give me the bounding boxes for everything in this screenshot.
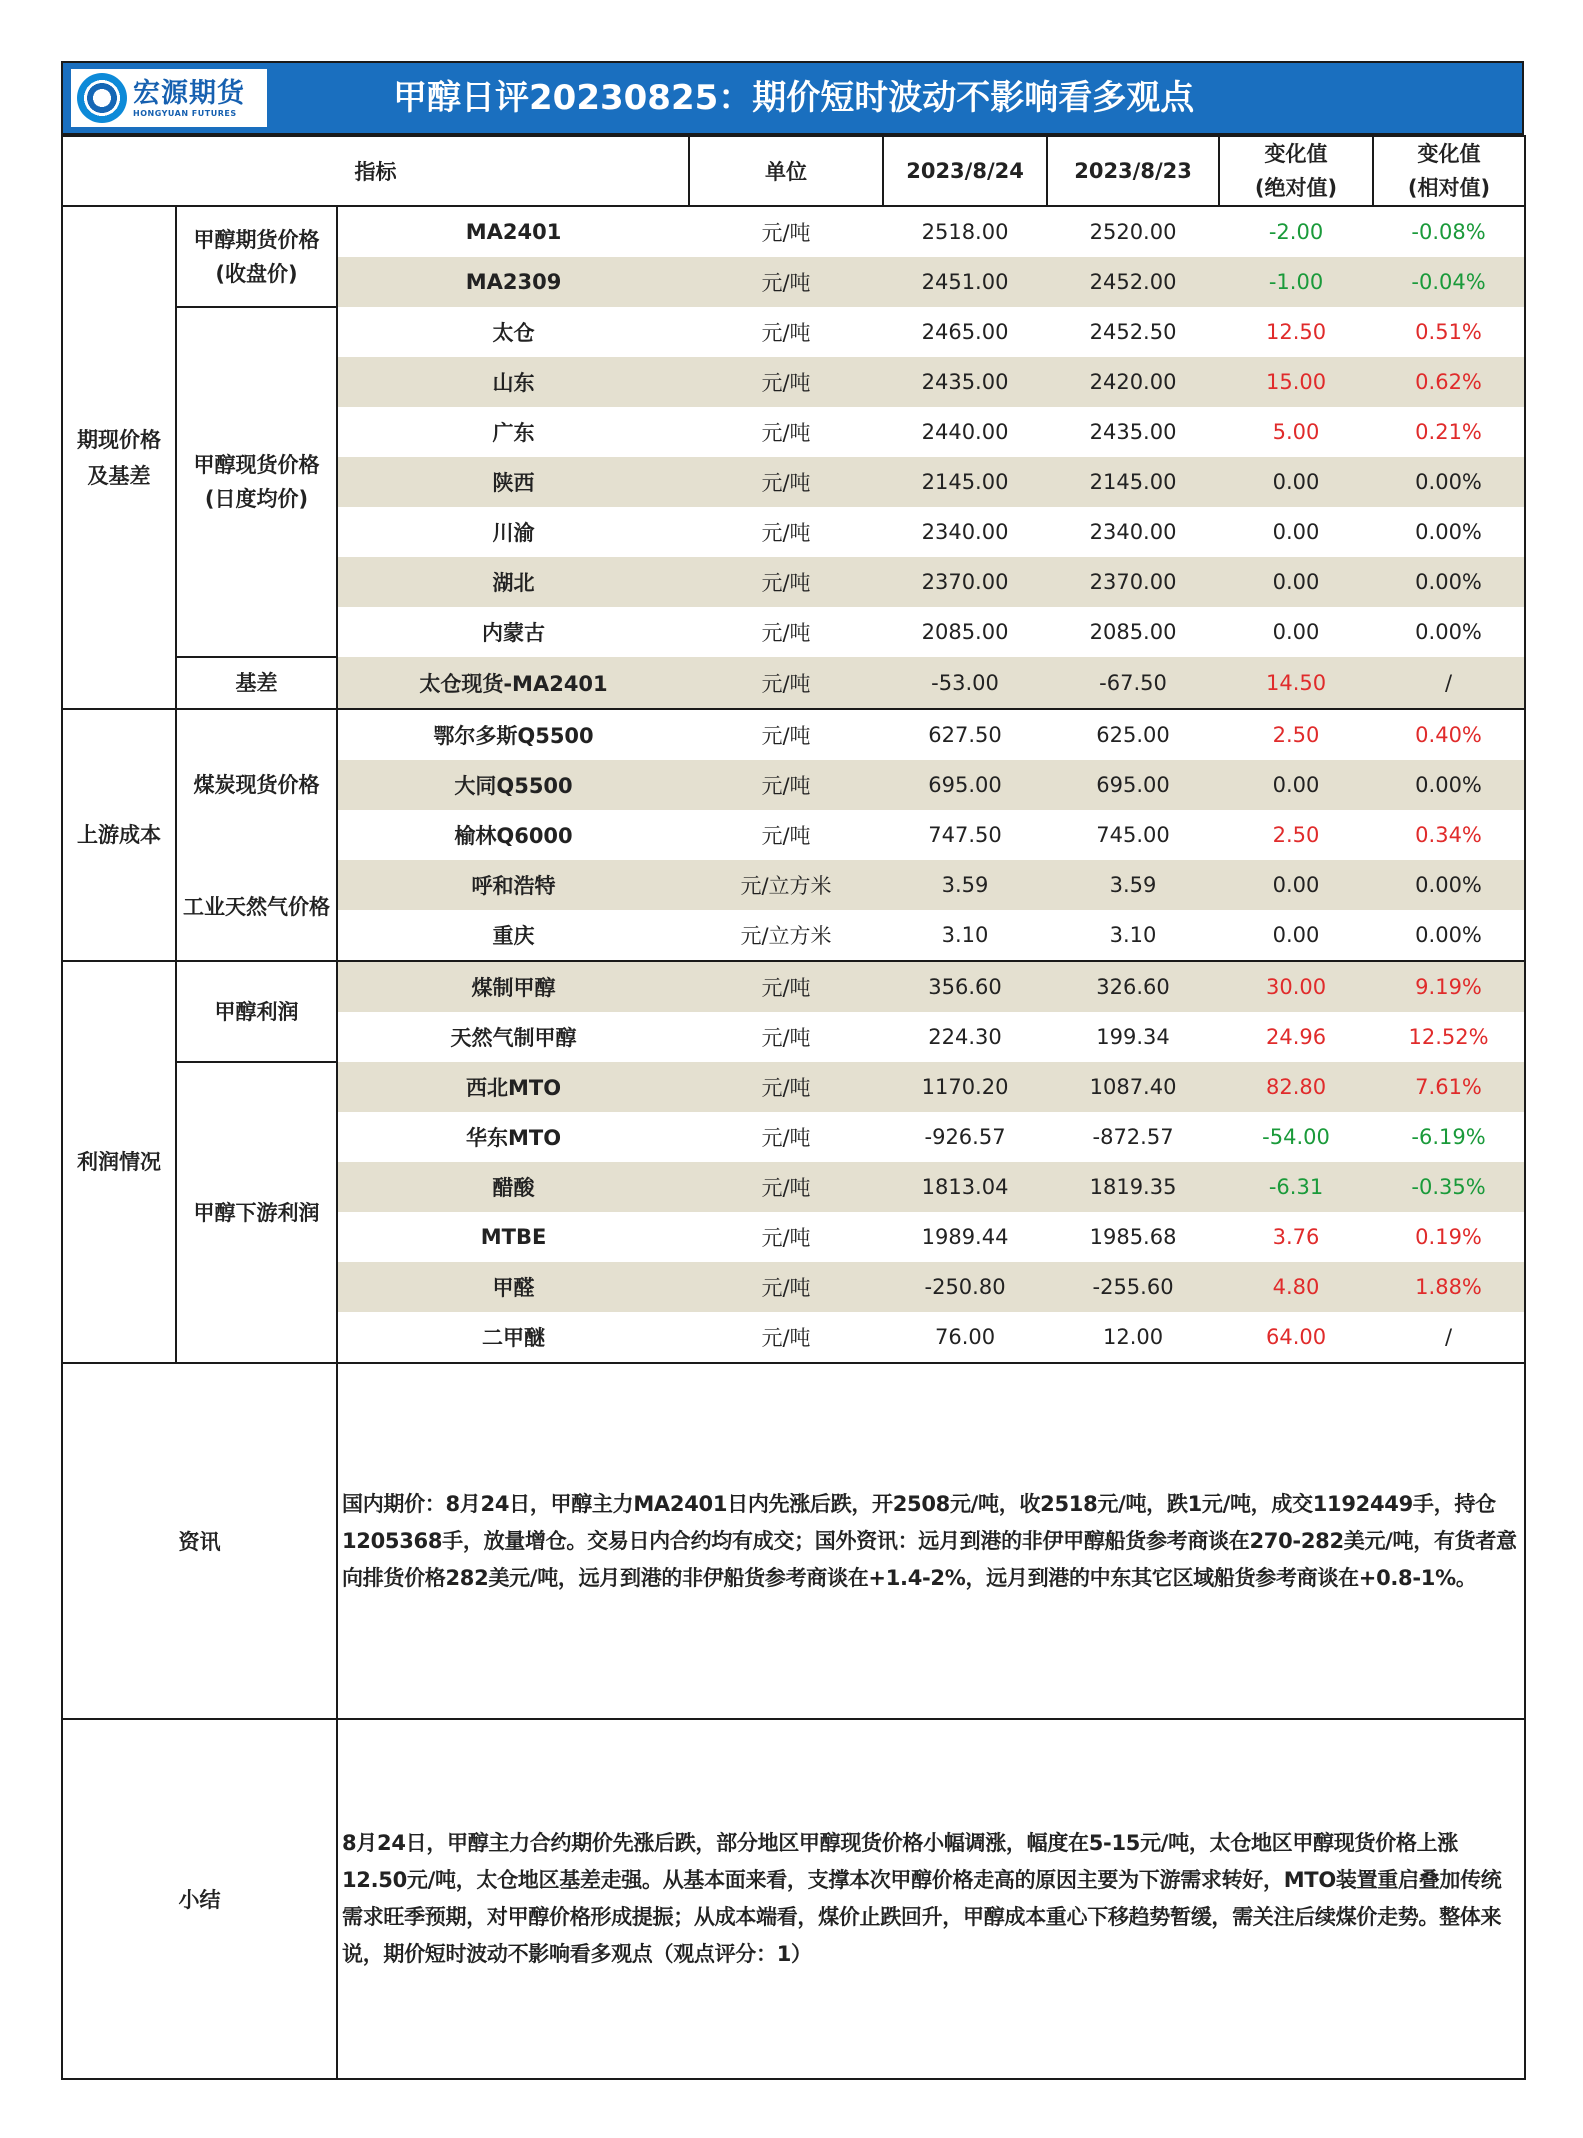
value-date2: 745.00: [1096, 823, 1170, 847]
change-absolute: -6.31: [1219, 1162, 1373, 1212]
change-relative: -6.19%: [1373, 1112, 1525, 1162]
unit-cell: 元/吨: [761, 824, 811, 848]
indicator-name: 西北MTO: [337, 1062, 689, 1112]
report-title: 甲醇日评20230825：期价短时波动不影响看多观点: [393, 78, 1195, 118]
change-relative: 0.51%: [1373, 307, 1525, 357]
change-relative: 1.88%: [1373, 1262, 1525, 1312]
value-date2: 1087.40: [1047, 1062, 1219, 1112]
title-bar: [61, 61, 1524, 135]
value-date2: 2452.00: [1047, 257, 1219, 307]
value-date1: 627.50: [928, 723, 1002, 747]
unit-cell: 元/吨: [761, 1226, 811, 1250]
change-relative: 0.40%: [1373, 709, 1525, 760]
indicator-name: 广东: [492, 421, 535, 445]
change-absolute: 2.50: [1272, 823, 1320, 847]
value-date1: 747.50: [928, 823, 1002, 847]
indicator-name: 重庆: [337, 910, 689, 961]
change-relative: -0.04%: [1373, 257, 1525, 307]
change-absolute: -54.00: [1262, 1125, 1330, 1149]
value-date1: 2435.00: [883, 357, 1047, 407]
value-date1: 2370.00: [883, 557, 1047, 607]
value-date2: 2452.50: [1089, 320, 1177, 344]
table-row: [62, 860, 1525, 910]
group-basis: 基差: [176, 657, 337, 709]
col-header-abs-change: 变化值 (绝对值): [1219, 136, 1373, 206]
indicator-name: 内蒙古: [482, 621, 546, 645]
value-date2: 625.00: [1096, 723, 1170, 747]
change-absolute: 0.00: [1219, 760, 1373, 810]
value-date1: 2085.00: [921, 620, 1009, 644]
change-absolute: 0.00: [1219, 910, 1373, 961]
table-row: [62, 1062, 1525, 1112]
value-date2: 695.00: [1047, 760, 1219, 810]
change-relative: 0.21%: [1373, 407, 1525, 457]
change-absolute: 24.96: [1265, 1025, 1327, 1049]
change-absolute: 0.00: [1219, 557, 1373, 607]
change-absolute: 12.50: [1265, 320, 1327, 344]
indicator-name: 榆林Q6000: [454, 824, 573, 848]
col-header-unit: 单位: [689, 136, 883, 206]
indicator-name: 川渝: [492, 521, 535, 545]
unit-cell: 元/吨: [689, 1162, 883, 1212]
group-futures-price: 甲醇期货价格 (收盘价): [176, 206, 337, 307]
indicator-name: 醋酸: [337, 1162, 689, 1212]
value-date1: 2518.00: [921, 220, 1009, 244]
table-row: [62, 307, 1525, 357]
unit-cell: 元/吨: [689, 457, 883, 507]
unit-cell: 元/吨: [689, 1062, 883, 1112]
unit-cell: 元/吨: [689, 1262, 883, 1312]
value-date1: 2451.00: [883, 257, 1047, 307]
value-date1: 1813.04: [883, 1162, 1047, 1212]
change-absolute: 0.00: [1272, 620, 1320, 644]
group-natural-gas: 工业天然气价格: [176, 860, 337, 961]
value-date2: 3.10: [1047, 910, 1219, 961]
value-date1: 356.60: [883, 961, 1047, 1012]
change-absolute: 30.00: [1219, 961, 1373, 1012]
unit-cell: 元/吨: [689, 760, 883, 810]
unit-cell: 元/吨: [761, 1026, 811, 1050]
change-relative: 9.19%: [1373, 961, 1525, 1012]
indicator-name: MTBE: [480, 1225, 547, 1249]
summary-cell: [337, 1719, 1525, 2079]
change-relative: 0.00%: [1373, 760, 1525, 810]
unit-cell: 元/吨: [761, 221, 811, 245]
indicator-name: 太仓: [492, 321, 535, 345]
change-relative: 0.62%: [1373, 357, 1525, 407]
change-relative: 0.19%: [1373, 1212, 1525, 1262]
value-date1: 1989.44: [921, 1225, 1009, 1249]
col-header-rel-change: 变化值 (相对值): [1373, 136, 1525, 206]
change-absolute: 0.00: [1272, 520, 1320, 544]
change-relative: 12.52%: [1373, 1012, 1525, 1062]
col-header-date2: 2023/8/23: [1047, 136, 1219, 206]
indicator-name: MA2401: [465, 220, 562, 244]
indicator-name: 鄂尔多斯Q5500: [433, 724, 594, 748]
value-date2: 2435.00: [1089, 420, 1177, 444]
group-methanol-profit: 甲醇利润: [176, 961, 337, 1062]
value-date2: -255.60: [1047, 1262, 1219, 1312]
table-row: [62, 709, 1525, 760]
company-logo: [71, 69, 267, 127]
unit-cell: 元/吨: [761, 421, 811, 445]
value-date2: 2370.00: [1047, 557, 1219, 607]
indicator-name: 湖北: [337, 557, 689, 607]
value-date2: 2145.00: [1047, 457, 1219, 507]
value-date2: 2340.00: [1089, 520, 1177, 544]
value-date2: -67.50: [1047, 657, 1219, 709]
change-absolute: 3.76: [1272, 1225, 1320, 1249]
unit-cell: 元/吨: [761, 621, 811, 645]
news-text: 国内期价：8月24日，甲醇主力MA2401日内先涨后跌，开2508元/吨，收2518元/吨，跌1元/吨，成交1192449手，持仓1205368手，放量增仓。交易日内合约均有成交；国外资讯：远月到港的非伊甲醇船货参考商谈在270-282美元/吨，有货者意向排货价格282美元/吨，远月到港的非伊船货参考商谈在+1.4-2%，远月到港的中东其它区域船货参考商谈在+0.8-1%。: [342, 1491, 1517, 1590]
group-coal-spot: 煤炭现货价格: [176, 709, 337, 860]
value-date2: 2420.00: [1047, 357, 1219, 407]
value-date2: 1985.68: [1089, 1225, 1177, 1249]
change-relative: -0.35%: [1373, 1162, 1525, 1212]
value-date2: 2520.00: [1089, 220, 1177, 244]
value-date1: 76.00: [883, 1312, 1047, 1363]
change-absolute: 4.80: [1219, 1262, 1373, 1312]
value-date1: -53.00: [883, 657, 1047, 709]
change-relative: /: [1373, 1312, 1525, 1363]
table-row: [62, 206, 1525, 257]
table-header-row: [62, 136, 1525, 206]
table-row: [62, 657, 1525, 709]
col-header-date1: 2023/8/24: [883, 136, 1047, 206]
value-date1: 3.59: [883, 860, 1047, 910]
indicator-name: 大同Q5500: [337, 760, 689, 810]
unit-cell: 元/吨: [689, 961, 883, 1012]
col-header-indicator: 指标: [62, 136, 689, 206]
change-absolute: 15.00: [1219, 357, 1373, 407]
change-absolute: 82.80: [1219, 1062, 1373, 1112]
logo-text-en: HONGYUAN FUTURES: [133, 108, 237, 118]
indicator-name: MA2309: [337, 257, 689, 307]
unit-cell: 元/吨: [689, 1312, 883, 1363]
change-relative: -0.08%: [1373, 206, 1525, 257]
change-relative: 0.34%: [1373, 810, 1525, 860]
change-relative: /: [1373, 657, 1525, 709]
report-sheet: [61, 61, 1524, 2080]
methanol-data-table: [61, 135, 1526, 1364]
indicator-name: 陕西: [337, 457, 689, 507]
indicator-name: 山东: [337, 357, 689, 407]
section-profit: 利润情况: [62, 961, 176, 1363]
section-upstream-cost: 上游成本: [62, 709, 176, 961]
unit-cell: 元/吨: [689, 257, 883, 307]
change-absolute: 0.00: [1219, 860, 1373, 910]
change-relative: 0.00%: [1373, 607, 1525, 657]
value-date1: -250.80: [883, 1262, 1047, 1312]
unit-cell: 元/立方米: [689, 860, 883, 910]
value-date2: 326.60: [1047, 961, 1219, 1012]
news-label: 资讯: [62, 1363, 337, 1719]
change-absolute: 2.50: [1272, 723, 1320, 747]
indicator-name: 太仓现货-MA2401: [337, 657, 689, 709]
change-relative: 0.00%: [1373, 860, 1525, 910]
value-date2: 3.59: [1047, 860, 1219, 910]
table-row: [62, 961, 1525, 1012]
value-date2: -872.57: [1092, 1125, 1174, 1149]
logo-icon: [77, 73, 127, 123]
value-date1: 2465.00: [921, 320, 1009, 344]
unit-cell: 元/吨: [689, 357, 883, 407]
value-date1: 2340.00: [921, 520, 1009, 544]
change-absolute: 64.00: [1219, 1312, 1373, 1363]
value-date1: 695.00: [883, 760, 1047, 810]
value-date2: 1819.35: [1047, 1162, 1219, 1212]
unit-cell: 元/吨: [761, 724, 811, 748]
value-date1: 2440.00: [921, 420, 1009, 444]
group-downstream-profit: 甲醇下游利润: [176, 1062, 337, 1363]
change-absolute: -2.00: [1268, 220, 1324, 244]
value-date1: 2145.00: [883, 457, 1047, 507]
value-date1: 3.10: [883, 910, 1047, 961]
group-spot-price: 甲醇现货价格 (日度均价): [176, 307, 337, 657]
news-cell: [337, 1363, 1525, 1719]
value-date2: 199.34: [1096, 1025, 1170, 1049]
logo-text-cn: 宏源期货: [133, 77, 245, 109]
unit-cell: 元/吨: [689, 557, 883, 607]
change-relative: 0.00%: [1373, 910, 1525, 961]
change-relative: 0.00%: [1373, 557, 1525, 607]
value-date1: 224.30: [928, 1025, 1002, 1049]
value-date2: 12.00: [1047, 1312, 1219, 1363]
indicator-name: 华东MTO: [465, 1126, 562, 1150]
change-relative: 0.00%: [1373, 507, 1525, 557]
change-relative: 7.61%: [1373, 1062, 1525, 1112]
indicator-name: 天然气制甲醇: [450, 1026, 577, 1050]
value-date1: 1170.20: [883, 1062, 1047, 1112]
unit-cell: 元/吨: [761, 321, 811, 345]
indicator-name: 呼和浩特: [337, 860, 689, 910]
indicator-name: 二甲醚: [337, 1312, 689, 1363]
change-absolute: 14.50: [1219, 657, 1373, 709]
unit-cell: 元/吨: [761, 521, 811, 545]
value-date2: 2085.00: [1089, 620, 1177, 644]
change-relative: 0.00%: [1373, 457, 1525, 507]
summary-text: 8月24日，甲醇主力合约期价先涨后跌，部分地区甲醇现货价格小幅调涨，幅度在5-15元/吨，太仓地区甲醇现货价格上涨12.50元/吨，太仓地区基差走强。从基本面来看，支撑本次甲醇价格走高的原因主要为下游需求转好，MTO装置重启叠加传统需求旺季预期，对甲醇价格形成提振；从成本端看，煤价止跌回升，甲醇成本重心下移趋势暂缓，需关注后续煤价走势。整体来说，期价短时波动不影响看多观点（观点评分：1）: [342, 1831, 1502, 1966]
indicator-name: 煤制甲醇: [337, 961, 689, 1012]
change-absolute: 5.00: [1272, 420, 1320, 444]
change-absolute: -1.00: [1219, 257, 1373, 307]
summary-label: 小结: [62, 1719, 337, 2079]
unit-cell: 元/吨: [761, 1126, 811, 1150]
section-futures-spot: 期现价格 及基差: [62, 206, 176, 709]
unit-cell: 元/吨: [689, 657, 883, 709]
commentary-table: [61, 1362, 1526, 2080]
value-date1: -926.57: [924, 1125, 1006, 1149]
change-absolute: 0.00: [1219, 457, 1373, 507]
unit-cell: 元/立方米: [689, 910, 883, 961]
indicator-name: 甲醛: [337, 1262, 689, 1312]
